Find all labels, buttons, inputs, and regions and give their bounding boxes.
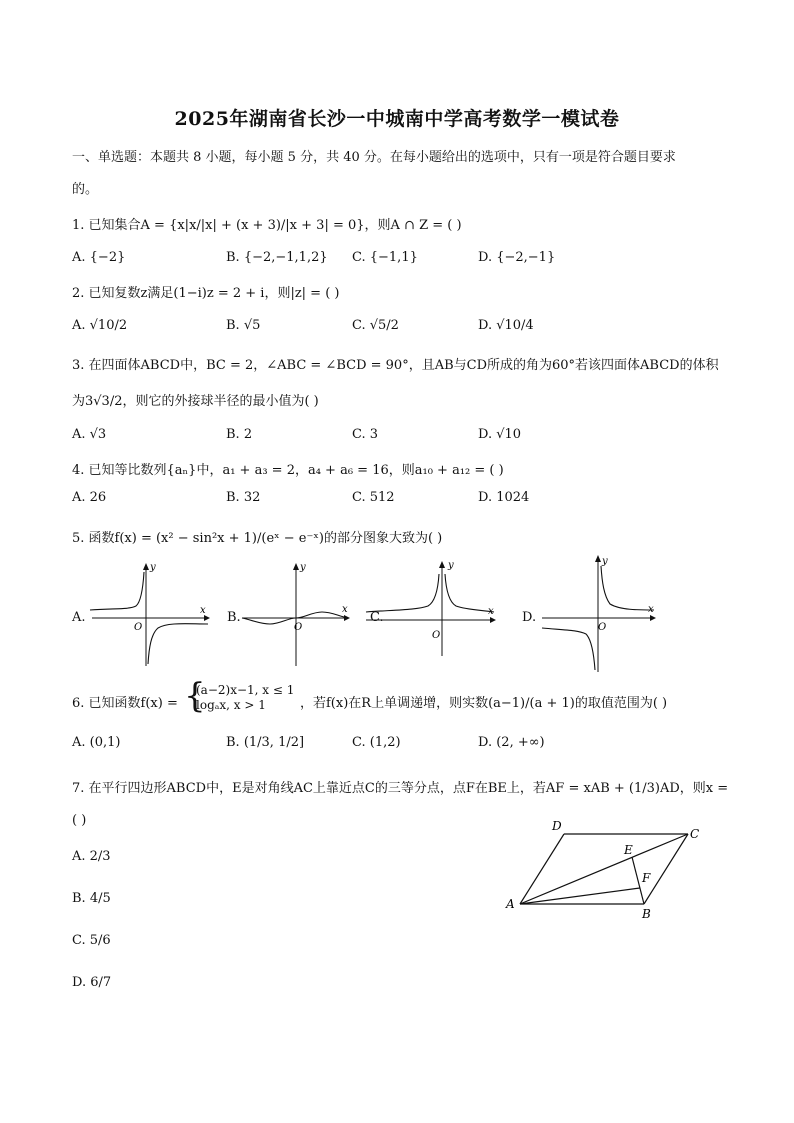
q5c-axis-y: y: [448, 560, 454, 571]
q5b-axis-y: y: [300, 562, 306, 573]
label-d: D: [552, 819, 562, 833]
q5b-axis-x: x: [342, 604, 348, 615]
question-5-stem: 5. 函数f(x) = (x² − sin²x + 1)/(eˣ − e⁻ˣ)的部分图象大致为( ): [72, 531, 443, 546]
q7-option-c[interactable]: C. 5/6: [72, 933, 111, 948]
q6-option-c[interactable]: C. (1,2): [352, 735, 401, 750]
q5-option-c[interactable]: C.: [370, 610, 384, 625]
q5a-axis-y: y: [150, 562, 156, 573]
q6-option-a[interactable]: A. (0,1): [72, 735, 121, 750]
q6-option-b[interactable]: B. (1/3, 1/2]: [226, 735, 305, 750]
label-a: A: [506, 897, 515, 911]
q4-option-d[interactable]: D. 1024: [478, 490, 530, 505]
q1-option-c[interactable]: C. {−1,1}: [352, 250, 418, 265]
question-7-stem-line2: ( ): [72, 813, 87, 828]
q5-graph-a: [88, 558, 214, 670]
q2-option-d[interactable]: D. √10/4: [478, 318, 534, 333]
q3-option-d[interactable]: D. √10: [478, 427, 522, 442]
question-3-stem-line2: 为3√3/2，则它的外接球半径的最小值为( ): [72, 394, 319, 409]
q6-option-d[interactable]: D. (2, +∞): [478, 735, 545, 750]
q5a-axis-x: x: [200, 605, 206, 616]
question-4-stem: 4. 已知等比数列{aₙ}中，a₁ + a₃ = 2，a₄ + a₆ = 16，则a₁₀ + a₁₂ = ( ): [72, 463, 504, 478]
q5c-axis-x: x: [488, 606, 494, 617]
label-f: F: [642, 871, 651, 885]
q5-option-b[interactable]: B.: [227, 610, 241, 625]
q5-graph-d: [538, 552, 664, 676]
q6-case-2: logₐx, x > 1: [196, 698, 266, 712]
q6-case-1: (a−2)x−1, x ≤ 1: [196, 683, 295, 697]
label-b: B: [642, 907, 651, 921]
q7-option-a[interactable]: A. 2/3: [72, 849, 111, 864]
q3-option-a[interactable]: A. √3: [72, 427, 107, 442]
q5-graph-b: [238, 558, 356, 670]
q5-option-d[interactable]: D.: [522, 610, 537, 625]
q5-option-a[interactable]: A.: [72, 610, 86, 625]
section-heading-line2: 的。: [72, 182, 99, 197]
q3-option-c[interactable]: C. 3: [352, 427, 379, 442]
label-c: C: [690, 827, 700, 841]
question-2-stem: 2. 已知复数z满足(1−i)z = 2 + i，则|z| = ( ): [72, 286, 340, 301]
q2-option-c[interactable]: C. √5/2: [352, 318, 399, 333]
q7-option-b[interactable]: B. 4/5: [72, 891, 111, 906]
q5d-axis-y: y: [602, 556, 608, 567]
q5c-origin: O: [432, 630, 441, 641]
parallelogram-figure: [500, 816, 710, 922]
q2-option-a[interactable]: A. √10/2: [72, 318, 128, 333]
q1-option-d[interactable]: D. {−2,−1}: [478, 250, 556, 265]
question-6-stem-suffix: ，若f(x)在R上单调递增，则实数(a−1)/(a + 1)的取值范围为( ): [300, 696, 668, 711]
q5d-origin: O: [598, 622, 607, 633]
q3-option-b[interactable]: B. 2: [226, 427, 253, 442]
label-e: E: [624, 843, 633, 857]
piecewise-brace: {: [184, 676, 206, 716]
q4-option-c[interactable]: C. 512: [352, 490, 395, 505]
q4-option-a[interactable]: A. 26: [72, 490, 107, 505]
q5-graph-c: [362, 556, 500, 668]
q5d-axis-x: x: [648, 604, 654, 615]
q5a-origin: O: [134, 622, 143, 633]
q1-option-a[interactable]: A. {−2}: [72, 250, 126, 265]
q7-option-d[interactable]: D. 6/7: [72, 975, 112, 990]
section-heading-line1: 一、单选题：本题共 8 小题，每小题 5 分，共 40 分。在每小题给出的选项中，只有一项是符合题目要求: [72, 150, 676, 165]
q5b-origin: O: [294, 622, 303, 633]
question-6-stem-prefix: 6. 已知函数f(x) =: [72, 696, 178, 711]
q4-option-b[interactable]: B. 32: [226, 490, 261, 505]
question-1-stem: 1. 已知集合A = {x|x/|x| + (x + 3)/|x + 3| = 0}，则A ∩ Z = ( ): [72, 218, 462, 233]
exam-title: 2025年湖南省长沙一中城南中学高考数学一模试卷: [174, 108, 620, 130]
q2-option-b[interactable]: B. √5: [226, 318, 261, 333]
question-7-stem: 7. 在平行四边形ABCD中，E是对角线AC上靠近点C的三等分点，点F在BE上，若AF = xAB + (1/3)AD，则x =: [72, 781, 729, 796]
q1-option-b[interactable]: B. {−2,−1,1,2}: [226, 250, 328, 265]
question-3-stem-line1: 3. 在四面体ABCD中，BC = 2，∠ABC = ∠BCD = 90°，且AB与CD所成的角为60°若该四面体ABCD的体积: [72, 358, 719, 373]
